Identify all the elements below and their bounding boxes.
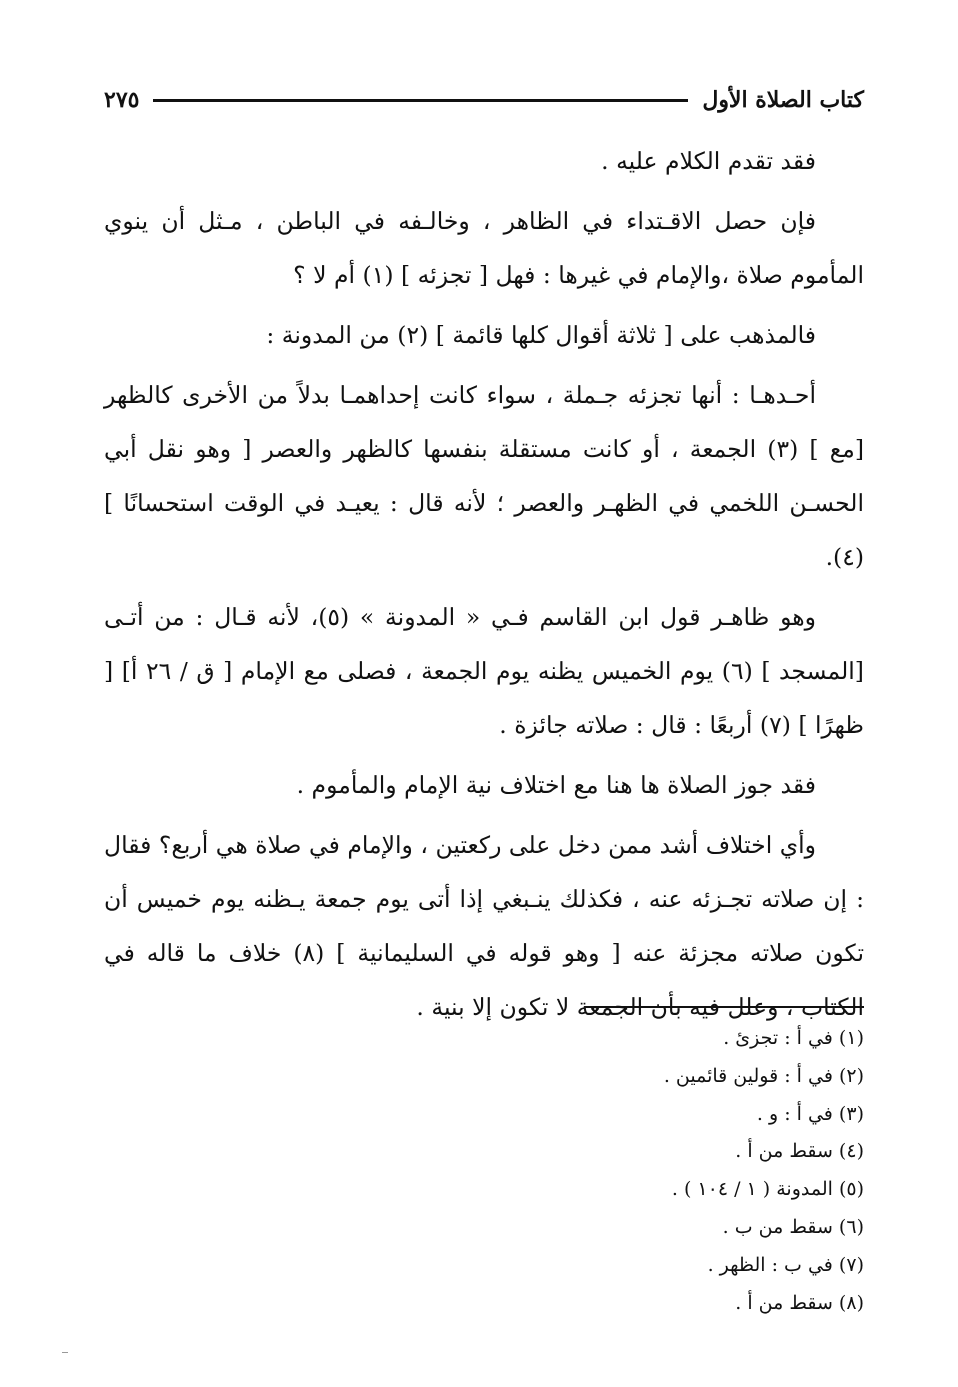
paragraph: فقد جوز الصلاة ها هنا مع اختلاف نية الإمام والمأموم . bbox=[296, 771, 816, 799]
footnote-separator bbox=[584, 1006, 864, 1008]
footnote: (٦) سقط من ب . bbox=[722, 1215, 864, 1238]
paragraph: فقد تقدم الكلام عليه . bbox=[601, 147, 816, 175]
page-number: ٢٧٥ bbox=[104, 87, 140, 113]
header-rule bbox=[153, 99, 688, 102]
running-header bbox=[104, 80, 864, 120]
footnote: (٣) في أ : و . bbox=[756, 1102, 864, 1125]
footnote: (٤) سقط من أ . bbox=[735, 1140, 864, 1163]
footnotes bbox=[500, 1020, 864, 1322]
footnote: (٢) في أ : قولين قائمين . bbox=[663, 1064, 864, 1087]
footnote: (٨) سقط من أ . bbox=[735, 1291, 864, 1314]
footnote: (١) في أ : تجزئ . bbox=[723, 1027, 864, 1049]
footnote: (٥) المدونة ( ١ / ١٠٤ ) . bbox=[671, 1178, 864, 1201]
scan-mark bbox=[62, 1352, 68, 1353]
main-text bbox=[104, 134, 864, 1040]
paragraph: أحـدهـا : أنها تجزئه جـملة ، سواء كانت إحداهمـا بدلاً من الأخرى كالظهر [مع ] (٣) الجمعة ، أو كانت مستقلة بنفسها كالظهر والعصر [ وهو نقل أبي الحسـن اللخمي في الظهـر والعصر ؛ لأنه قال : يعيـد في الوقت استحسانًا ] (٤). bbox=[104, 381, 864, 571]
paragraph: فإن حصل الاقـتداء في الظاهر ، وخالـفه في الباطن ، مـثل أن ينوي المأموم صلاة ،والإمام في غيرها : فهل [ تجزئه ] (١) أم لا ؟ bbox=[104, 207, 864, 289]
paragraph: وهو ظاهـر قول ابن القاسم فـي « المدونة » (٥)، لأنه قـال : من أتـى [المسجد ] (٦) يوم الخميس يظنه يوم الجمعة ، فصلى مع الإمام [ ق / ٢٦ أ] [ ظهرًا ] (٧) أربعًا : قال : صلاته جائزة . bbox=[104, 603, 864, 739]
paragraph: وأي اختلاف أشد ممن دخل على ركعتين ، والإمام في صلاة هي أربع؟ فقال : إن صلاته تجـزئه عنه ، فكذلك ينـبغي إذا أتى يوم جمعة يـظنه يوم خميس أن تكون صلاته مجزئة عنه [ وهو قوله في السليمانية ] (٨) خلاف ما قاله في الكتاب ، وعلل فيه بأن الجمعة لا تكون إلا بنية . bbox=[104, 831, 864, 1021]
book-title: كتاب الصلاة الأول bbox=[702, 87, 864, 113]
paragraph: فالمذهب على [ ثلاثة أقوال كلها قائمة ] (٢) من المدونة : bbox=[266, 321, 816, 349]
footnote: (٧) في ب : الظهر . bbox=[707, 1253, 864, 1276]
